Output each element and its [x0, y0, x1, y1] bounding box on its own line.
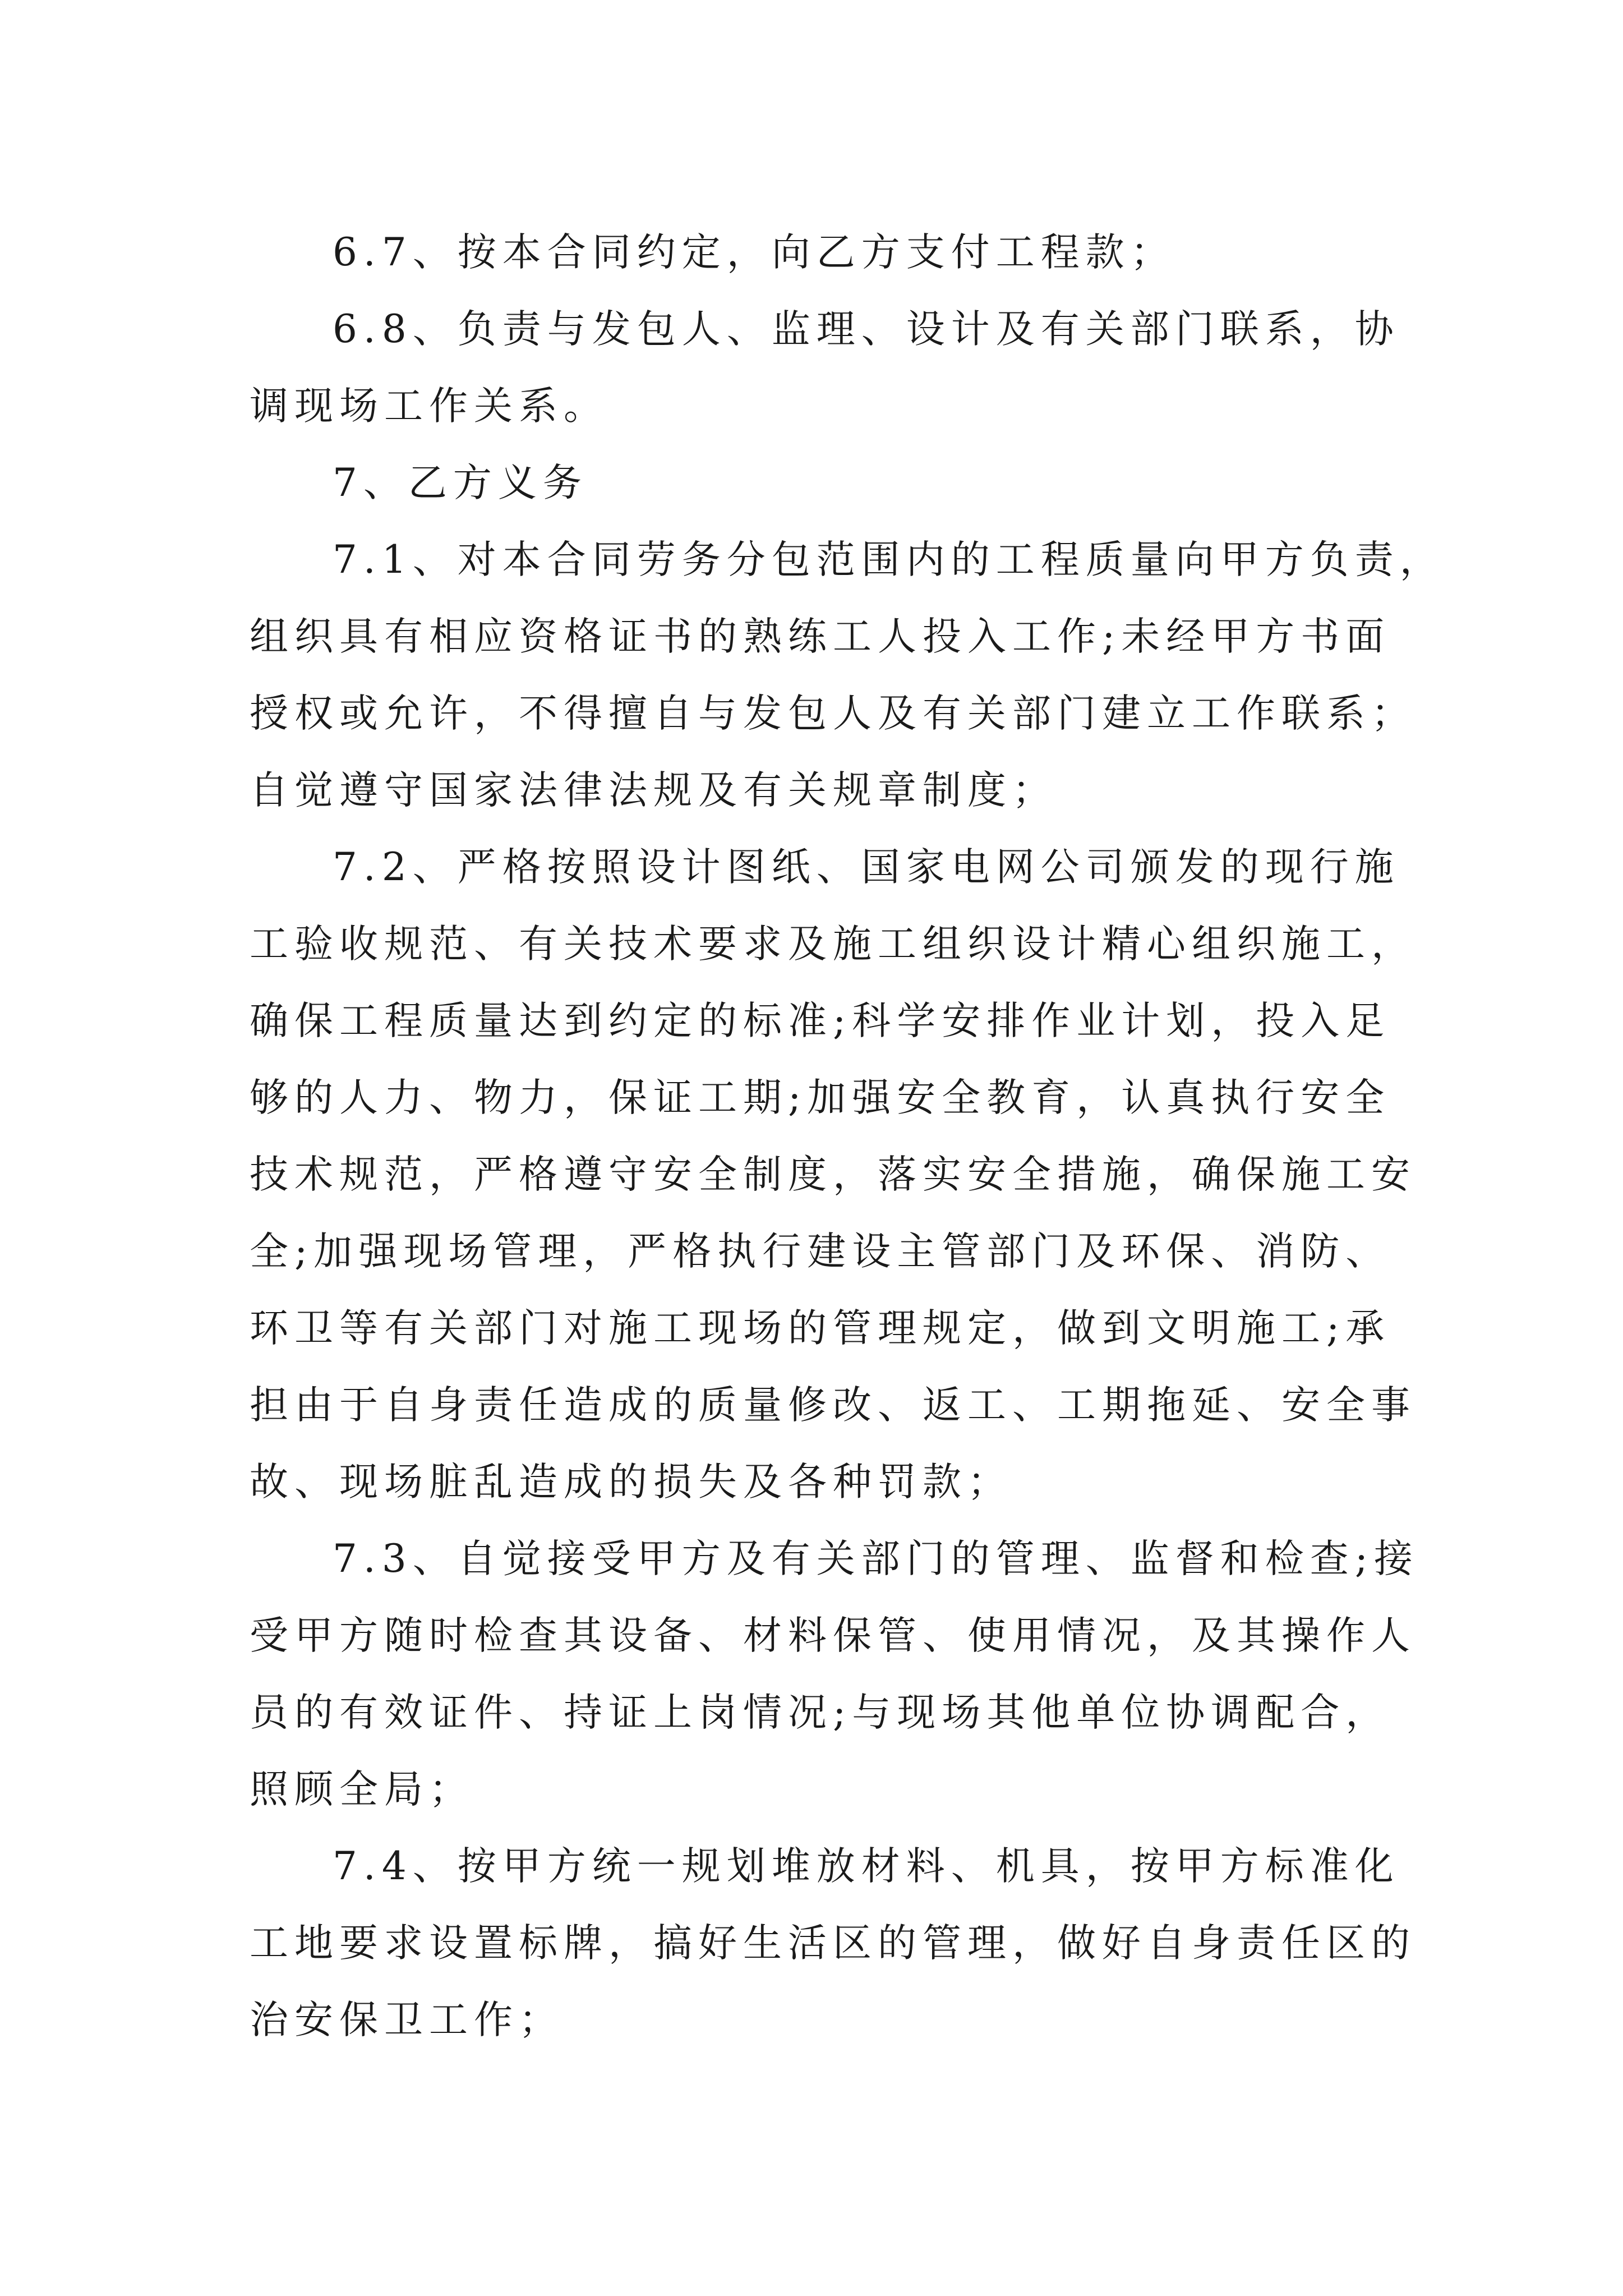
text-line: 7.1、对本合同劳务分包范围内的工程质量向甲方负责， [333, 537, 1445, 582]
section-heading-7 [250, 445, 1385, 522]
text-line: 组织具有相应资格证书的熟练工人投入工作;未经甲方书面 [250, 614, 1391, 659]
text-line: 确保工程质量达到约定的标准;科学安排作业计划，投入足 [250, 999, 1391, 1043]
section-heading: 7、乙方义务 [333, 461, 588, 505]
paragraph-7-3 [250, 1521, 1419, 1828]
paragraph-7-2 [250, 829, 1416, 1521]
paragraph-6-8 [250, 291, 1400, 445]
text-line: 够的人力、物力，保证工期;加强安全教育，认真执行安全 [250, 1075, 1391, 1120]
text-line: 6.8、负责与发包人、监理、设计及有关部门联系，协 [333, 307, 1400, 352]
text-line: 工地要求设置标牌，搞好生活区的管理，做好自身责任区的 [250, 1921, 1416, 1966]
text-line: 员的有效证件、持证上岗情况;与现场其他单位协调配合， [250, 1690, 1391, 1735]
text-line: 受甲方随时检查其设备、材料保管、使用情况，及其操作人 [250, 1613, 1416, 1658]
paragraph-7-4 [250, 1828, 1416, 2059]
document-body [250, 214, 1445, 2059]
text-line: 故、现场脏乱造成的损失及各种罚款； [250, 1460, 1012, 1504]
text-line: 授权或允许，不得擅自与发包人及有关部门建立工作联系； [250, 691, 1416, 736]
text-line: 照顾全局； [250, 1767, 474, 1812]
text-line: 7.3、自觉接受甲方及有关部门的管理、监督和检查;接 [333, 1536, 1419, 1581]
text-line: 担由于自身责任造成的质量修改、返工、工期拖延、安全事 [250, 1383, 1416, 1428]
text-line: 全;加强现场管理，严格执行建设主管部门及环保、消防、 [250, 1229, 1391, 1274]
text-line: 自觉遵守国家法律法规及有关规章制度； [250, 768, 1057, 813]
text-line: 技术规范，严格遵守安全制度，落实安全措施，确保施工安 [250, 1152, 1416, 1197]
text-line: 7.2、严格按照设计图纸、国家电网公司颁发的现行施 [333, 845, 1400, 890]
paragraph-6-7 [250, 214, 1385, 291]
text-line: 治安保卫工作； [250, 1998, 564, 2042]
text-line: 7.4、按甲方统一规划堆放材料、机具，按甲方标准化 [333, 1844, 1400, 1889]
text-line: 调现场工作关系。 [250, 384, 608, 429]
text-line: 工验收规范、有关技术要求及施工组织设计精心组织施工， [250, 922, 1416, 967]
text-line: 6.7、按本合同约定，向乙方支付工程款； [333, 230, 1175, 275]
paragraph-7-1 [250, 522, 1445, 829]
text-line: 环卫等有关部门对施工现场的管理规定，做到文明施工;承 [250, 1306, 1391, 1351]
